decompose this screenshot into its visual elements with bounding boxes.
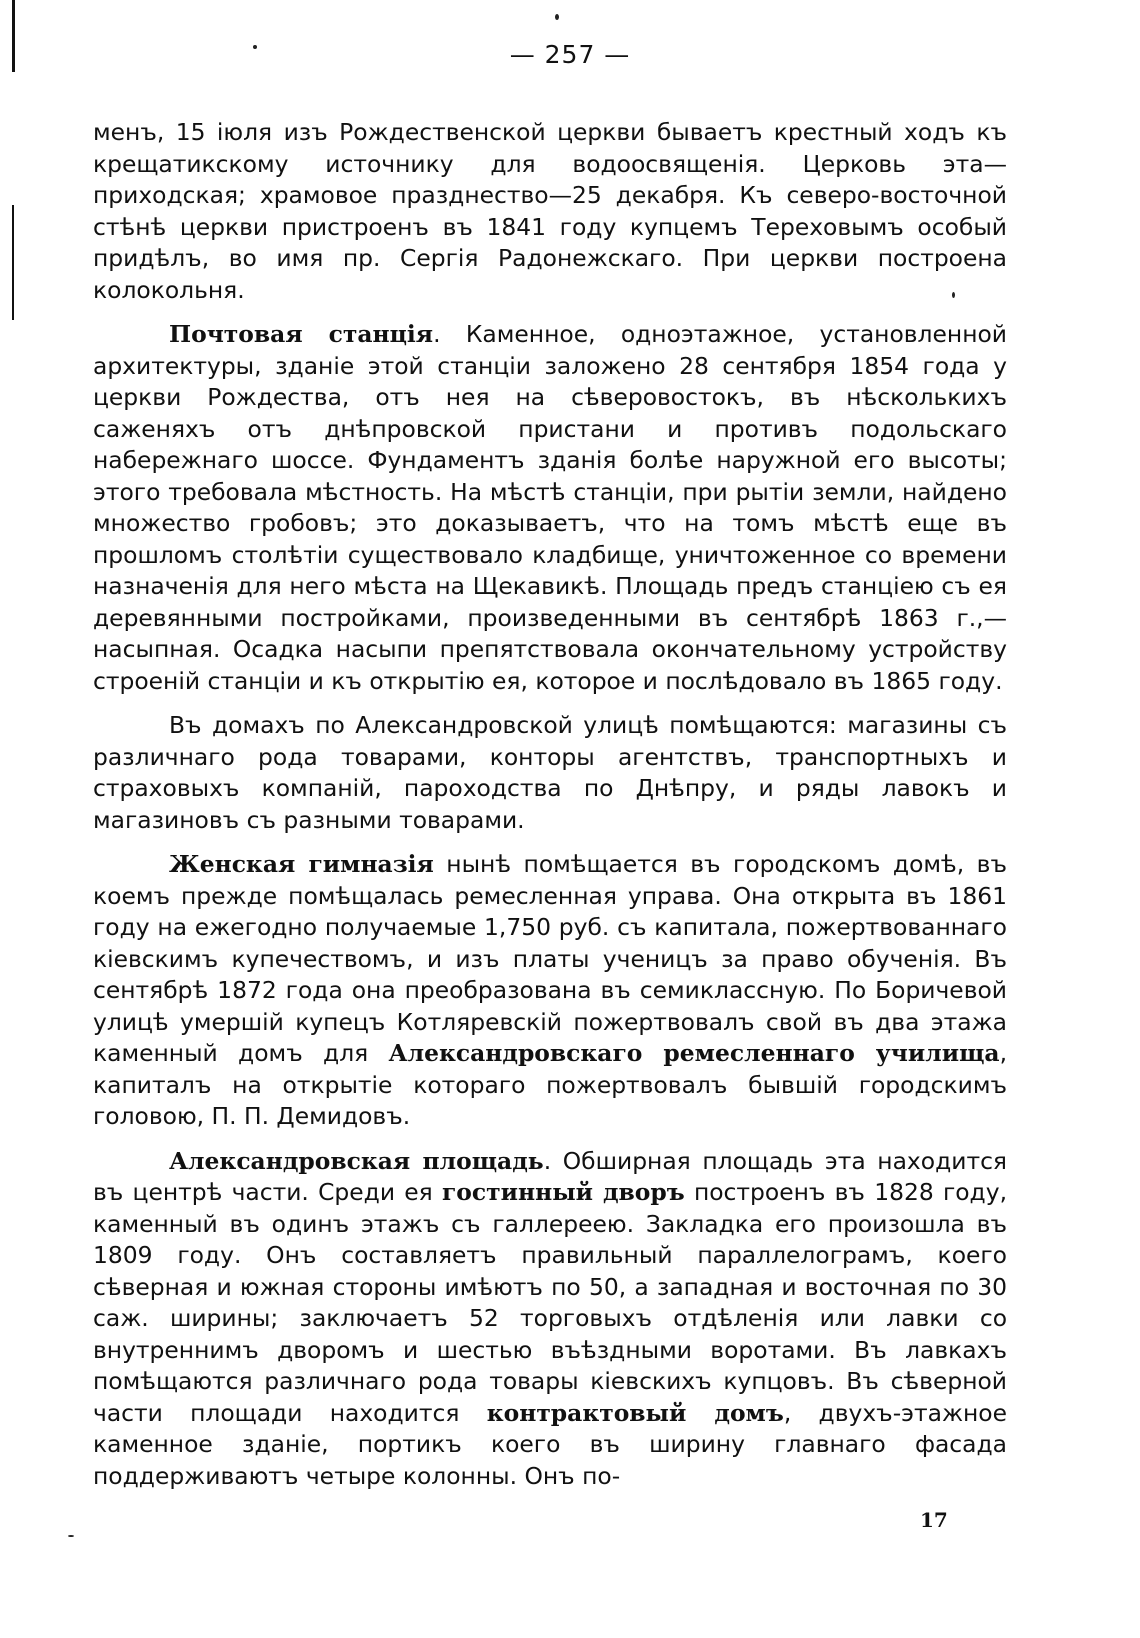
paragraph: [93, 319, 1007, 697]
left-margin-line: [12, 205, 14, 320]
text-run: менъ, 15 іюля изъ Рождественской церкви бываетъ крестный ходъ къ крещатикскому источнику для водоосвященія. Церковь эта—приходская; храмовое празднество—25 декабря. Къ северо-восточной стѣнѣ церкви пристроенъ въ 1841 году купцемъ Тереховымъ особый придѣлъ, во имя пр. Сергія Радонежскаго. При церкви построена колокольня.: [93, 118, 1007, 304]
page-number: — 257 —: [509, 40, 631, 69]
paragraph: [93, 849, 1007, 1133]
print-speck: [555, 14, 559, 20]
text-run: . Каменное, одноэтажное, установленной архитектуры, зданіе этой станціи заложено 28 сентября 1854 года у церкви Рождества, отъ нея на сѣверовостокъ, въ нѣсколькихъ саженяхъ отъ днѣпровской пристани и противъ подольскаго набережнаго шоссе. Фундаментъ зданія болѣе наружной его высоты; этого требовала мѣстность. На мѣстѣ станціи, при рытіи земли, найдено множество гробовъ; это доказываетъ, что на томъ мѣстѣ еще въ прошломъ столѣтіи существовало кладбище, уничтоженное со времени назначенія для него мѣста на Щекавикѣ. Площадь предъ станціею съ ея деревянными постройками, произведенными въ сентябрѣ 1863 г.,—насыпная. Осадка насыпи препятствовала окончательному устройству строеній станціи и къ открытію ея, которое и послѣдовало въ 1865 году.: [93, 320, 1007, 695]
signature-mark: 17: [920, 1508, 948, 1532]
paragraph: [93, 710, 1007, 836]
text-run: , капиталъ на открытіе котораго пожертвовалъ бывшій городскимъ головою, П. П. Демидовъ.: [93, 1039, 1007, 1130]
body-text: [93, 117, 1007, 1505]
text-run: , двухъ-этажное каменное зданіе, портикъ коего въ ширину главнаго фасада поддерживаютъ четыре колонны. Онъ по-: [93, 1398, 1008, 1490]
section-heading-square: Александровская площадь: [169, 1146, 544, 1175]
section-heading-gymnasium: Женская гимназія: [169, 850, 434, 878]
print-speck: [68, 1535, 74, 1537]
paragraph: [93, 1146, 1007, 1493]
bold-term-gostinny-dvor: гостинный дворъ: [441, 1178, 685, 1206]
paragraph: [93, 117, 1007, 306]
bold-term-contract-house: контрактовый домъ: [486, 1398, 784, 1427]
section-heading-school: Александровскаго ремесленнаго училища: [388, 1039, 1000, 1067]
section-heading-post-station: Почтовая станція: [169, 320, 434, 348]
text-run: нынѣ помѣщается въ городскомъ домѣ, въ коемъ прежде помѣщалась ремесленная управа. Она открыта въ 1861 году на ежегодно получаемые 1,750 руб. съ капитала, пожертвованнаго кіевскимъ купечествомъ, и изъ платы ученицъ за право обученія. Въ сентябрѣ 1872 года она преобразована въ семиклассную. По Боричевой улицѣ умершій купецъ Котляревскій пожертвовалъ свой въ два этажа каменный домъ для: [93, 850, 1007, 1067]
text-run: Въ домахъ по Александровской улицѣ помѣщаются: магазины съ различнаго рода товарами, конторы агентствъ, транспортныхъ и страховыхъ компаній, пароходства по Днѣпру, и ряды лавокъ и магазиновъ съ разными товарами.: [93, 711, 1007, 834]
text-run: построенъ въ 1828 году, каменный въ одинъ этажъ съ галлереею. Закладка его произошла въ 1809 году. Онъ составляетъ правильный параллелограмъ, коего сѣверная и южная стороны имѣютъ по 50, а западная и восточная по 30 саж. ширины; заключаетъ 52 торговыхъ отдѣленія или лавки со внутреннимъ дворомъ и шестью въѣздными воротами. Въ лавкахъ помѣщаются различнаго рода товары кіевскихъ купцовъ. Въ сѣверной части площади находится: [93, 1178, 1008, 1427]
text-run: . Обширная площадь эта находится въ центрѣ части. Среди ея: [93, 1146, 1007, 1206]
